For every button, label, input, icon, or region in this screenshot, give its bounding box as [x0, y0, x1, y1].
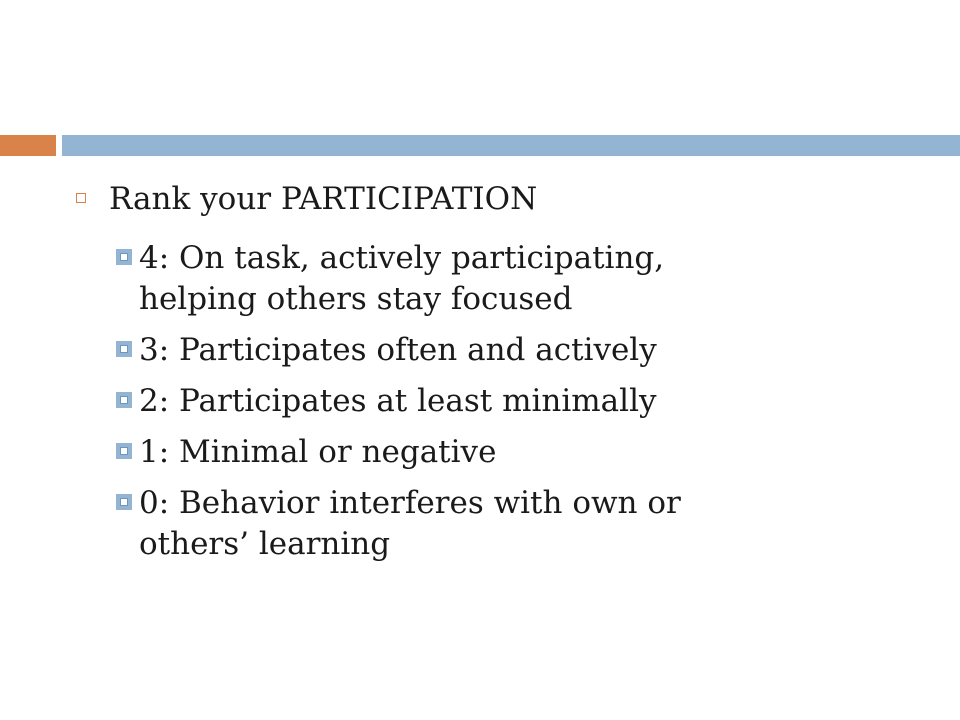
- list-item: [116, 238, 936, 320]
- accent-bar-orange: [0, 135, 56, 156]
- square-bullet-icon: [116, 494, 132, 510]
- list-item: [116, 432, 936, 473]
- list-item-text: 3: Participates often and actively: [139, 332, 657, 368]
- square-bullet-icon: [116, 249, 132, 265]
- accent-bar-blue: [62, 135, 960, 156]
- square-bullet-icon: [116, 443, 132, 459]
- heading-bullet-item: [76, 178, 537, 220]
- square-bullet-icon: [116, 341, 132, 357]
- list-item: [116, 330, 936, 371]
- hollow-square-bullet-icon: [76, 193, 86, 203]
- heading-text: Rank your PARTICIPATION: [109, 181, 538, 217]
- list-item-text: 4: On task, actively participating, helping others stay focused: [139, 240, 665, 317]
- list-item: [116, 381, 936, 422]
- list-item-text: 0: Behavior interferes with own or others’ learning: [139, 485, 681, 562]
- list-item: [116, 483, 936, 565]
- rank-list: [116, 238, 936, 575]
- list-item-text: 1: Minimal or negative: [139, 434, 497, 470]
- square-bullet-icon: [116, 392, 132, 408]
- list-item-text: 2: Participates at least minimally: [139, 383, 657, 419]
